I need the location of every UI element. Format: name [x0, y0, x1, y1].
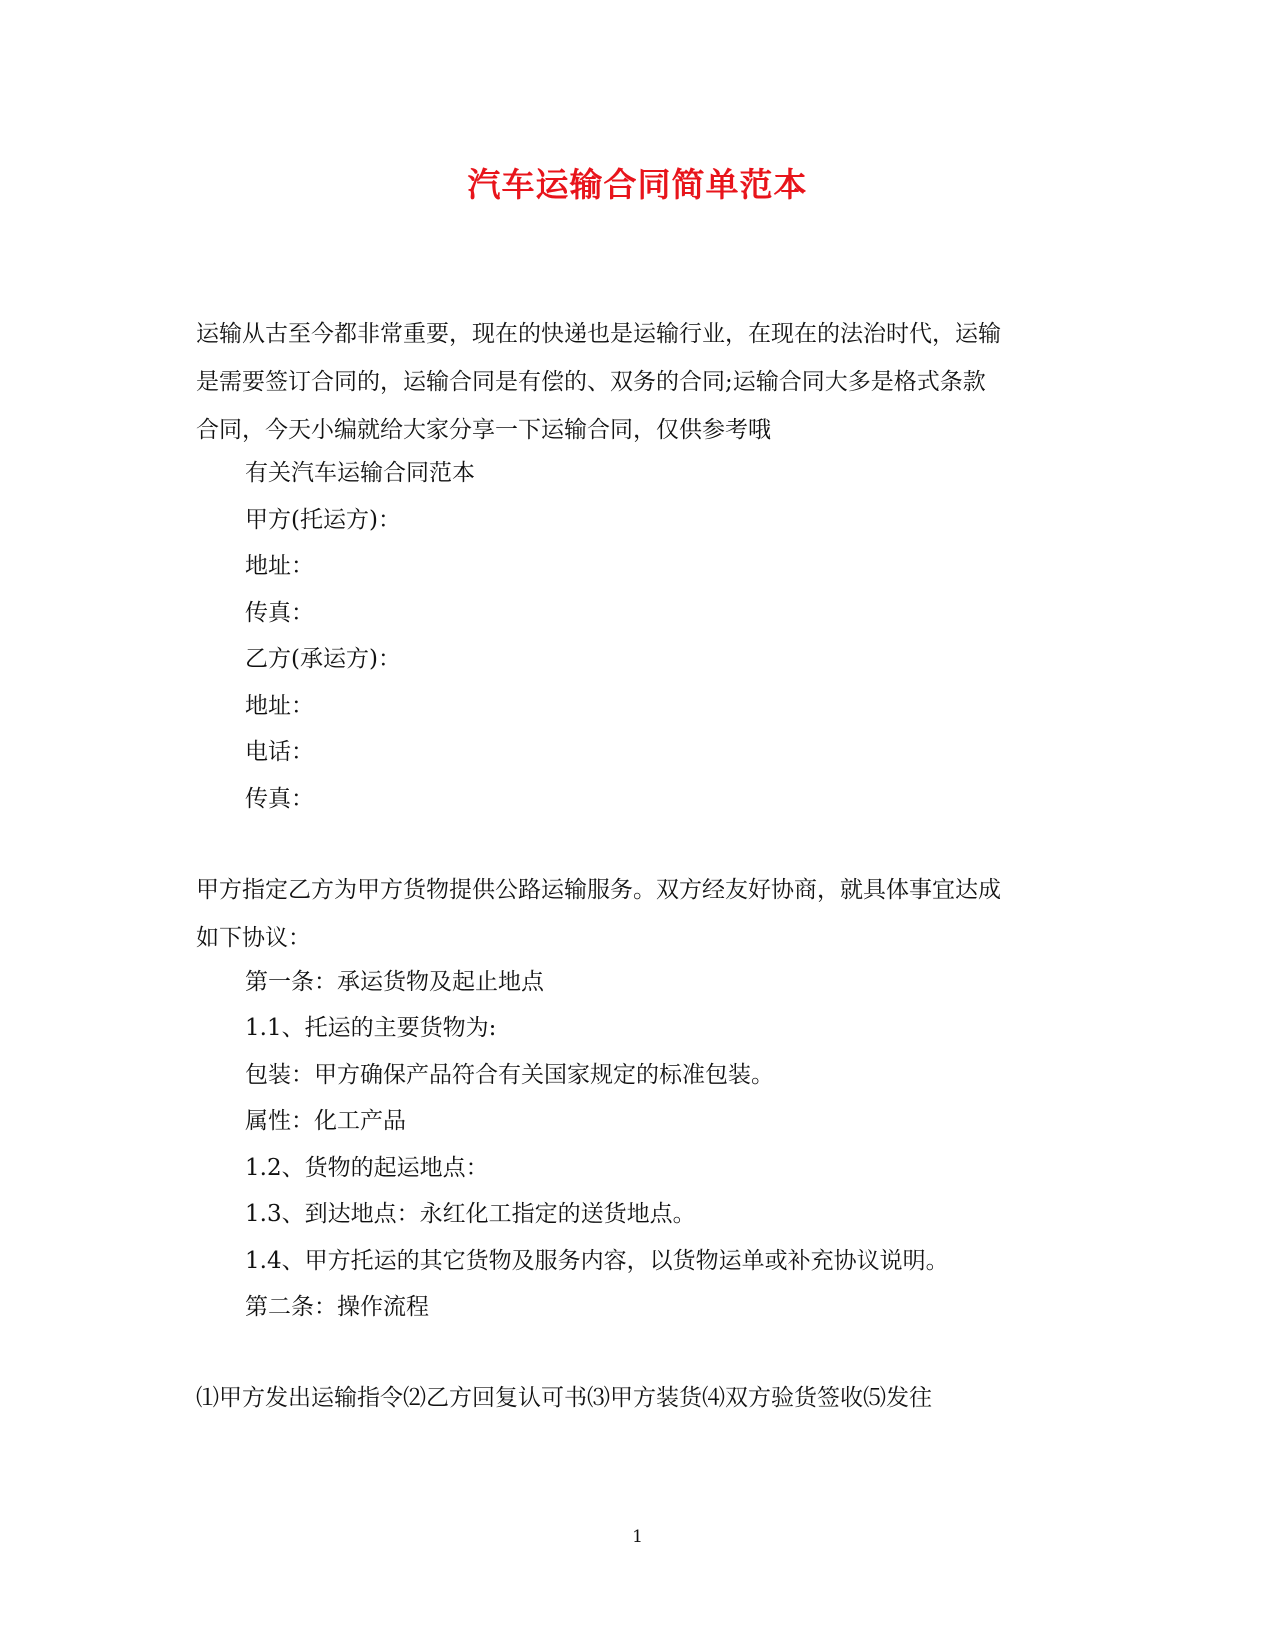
intro-line: 运输从古至今都非常重要，现在的快递也是运输行业，在现在的法治时代，运输 — [196, 321, 1001, 347]
agreement-line: 如下协议： — [196, 925, 311, 951]
clause-1-2: 1.2、货物的起运地点： — [245, 1155, 489, 1181]
process-line: ⑴甲方发出运输指令⑵乙方回复认可书⑶甲方装货⑷双方验货签收⑸发往 — [196, 1385, 932, 1411]
clause-attribute: 属性：化工产品 — [245, 1108, 406, 1134]
clause-1-4: 1.4、甲方托运的其它货物及服务内容，以货物运单或补充协议说明。 — [245, 1248, 949, 1274]
clause-2-heading: 第二条：操作流程 — [245, 1294, 429, 1320]
clause-1-heading: 第一条：承运货物及起止地点 — [245, 969, 544, 995]
agreement-line: 甲方指定乙方为甲方货物提供公路运输服务。双方经友好协商，就具体事宜达成 — [196, 877, 1001, 903]
intro-line: 合同，今天小编就给大家分享一下运输合同，仅供参考哦 — [196, 417, 771, 443]
document-title: 汽车运输合同简单范本 — [467, 165, 808, 204]
party-b-address: 地址： — [245, 693, 314, 719]
party-a-label: 甲方(托运方)： — [245, 507, 401, 533]
clause-1-1: 1.1、托运的主要货物为: — [245, 1015, 497, 1041]
party-b-fax: 传真： — [245, 786, 314, 812]
intro-line: 是需要签订合同的，运输合同是有偿的、双务的合同;运输合同大多是格式条款 — [196, 369, 986, 395]
party-a-address: 地址： — [245, 553, 314, 579]
page-number: 1 — [632, 1527, 643, 1547]
intro-paragraph — [196, 310, 1076, 454]
template-heading: 有关汽车运输合同范本 — [245, 460, 475, 486]
clause-1-3: 1.3、到达地点：永红化工指定的送货地点。 — [245, 1201, 696, 1227]
party-b-label: 乙方(承运方)： — [245, 646, 401, 672]
clause-packaging: 包装：甲方确保产品符合有关国家规定的标准包装。 — [245, 1062, 774, 1088]
party-a-fax: 传真： — [245, 600, 314, 626]
agreement-paragraph — [196, 866, 1076, 962]
party-b-phone: 电话： — [245, 739, 314, 765]
